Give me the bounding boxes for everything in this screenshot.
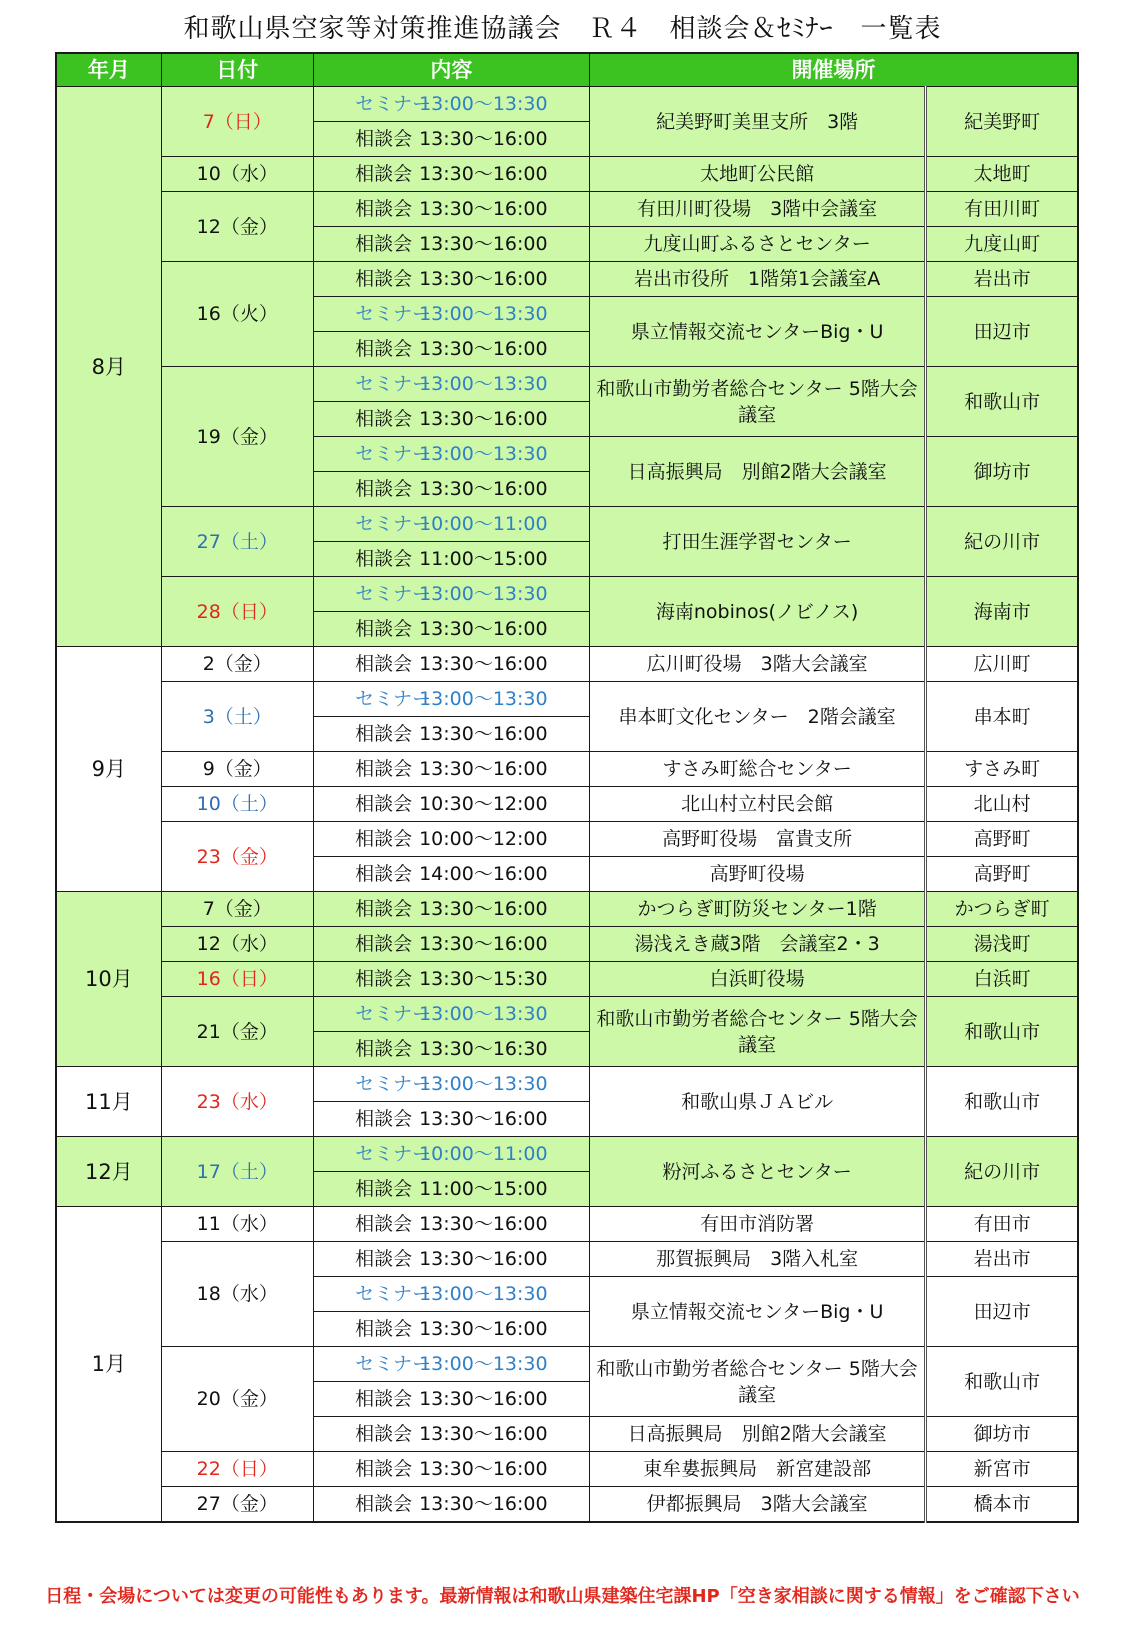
seminar-label: セミナー — [355, 1283, 432, 1305]
date-cell: 16（日） — [161, 962, 313, 997]
header-content: 内容 — [313, 53, 589, 87]
content-cell — [313, 1067, 589, 1102]
city-cell: 和歌山市 — [926, 1347, 1078, 1417]
city-cell: 岩出市 — [926, 1242, 1078, 1277]
seminar-label: セミナー — [355, 1353, 432, 1375]
time-text: 13:00～13:30 — [419, 373, 548, 395]
time-text: 13:30～16:00 — [419, 1108, 548, 1130]
city-cell: 紀美野町 — [926, 87, 1078, 157]
time-text: 10:00～11:00 — [419, 513, 548, 535]
content-cell — [313, 1347, 589, 1382]
content-cell — [313, 1032, 589, 1067]
table-row — [56, 822, 1078, 857]
city-cell: 田辺市 — [926, 1277, 1078, 1347]
consult-label: 相談会 — [355, 1213, 413, 1235]
time-text: 13:30～16:00 — [419, 1213, 548, 1235]
month-cell: 12月 — [56, 1137, 161, 1207]
consult-label: 相談会 — [355, 478, 413, 500]
date-cell: 27（土） — [161, 507, 313, 577]
seminar-label: セミナー — [355, 93, 432, 115]
time-text: 13:30～16:00 — [419, 618, 548, 640]
content-cell — [313, 262, 589, 297]
time-text: 10:30～12:00 — [419, 793, 548, 815]
time-text: 13:30～16:00 — [419, 478, 548, 500]
city-cell: 北山村 — [926, 787, 1078, 822]
table-row — [56, 157, 1078, 192]
time-text: 13:30～16:00 — [419, 198, 548, 220]
consult-label: 相談会 — [355, 618, 413, 640]
content-cell — [313, 1487, 589, 1523]
date-cell: 17（土） — [161, 1137, 313, 1207]
venue-cell: 県立情報交流センターBig・U — [589, 297, 925, 367]
content-cell — [313, 892, 589, 927]
seminar-label: セミナー — [355, 1143, 432, 1165]
table-row — [56, 1487, 1078, 1523]
table-header-row — [56, 53, 1078, 87]
date-cell: 23（水） — [161, 1067, 313, 1137]
venue-cell: すさみ町総合センター — [589, 752, 925, 787]
venue-cell: 東牟婁振興局 新宮建設部 — [589, 1452, 925, 1487]
time-text: 13:00～13:30 — [419, 1283, 548, 1305]
content-cell — [313, 367, 589, 402]
content-cell — [313, 122, 589, 157]
venue-cell: 粉河ふるさとセンター — [589, 1137, 925, 1207]
seminar-label: セミナー — [355, 513, 432, 535]
content-cell — [313, 647, 589, 682]
time-text: 13:30～16:00 — [419, 1493, 548, 1515]
table-row — [56, 1347, 1078, 1382]
time-text: 13:30～16:00 — [419, 128, 548, 150]
content-cell — [313, 1312, 589, 1347]
content-cell — [313, 507, 589, 542]
content-cell — [313, 577, 589, 612]
time-text: 13:00～13:30 — [419, 583, 548, 605]
seminar-label: セミナー — [355, 583, 432, 605]
city-cell: 九度山町 — [926, 227, 1078, 262]
venue-cell: 県立情報交流センターBig・U — [589, 1277, 925, 1347]
table-row — [56, 892, 1078, 927]
month-cell: 9月 — [56, 647, 161, 892]
city-cell: 串本町 — [926, 682, 1078, 752]
date-cell: 11（水） — [161, 1207, 313, 1242]
venue-cell: 高野町役場 富貴支所 — [589, 822, 925, 857]
consult-label: 相談会 — [355, 1493, 413, 1515]
time-text: 10:00～11:00 — [419, 1143, 548, 1165]
table-row — [56, 192, 1078, 227]
city-cell: 岩出市 — [926, 262, 1078, 297]
time-text: 13:00～13:30 — [419, 443, 548, 465]
time-text: 13:30～16:00 — [419, 898, 548, 920]
table-row — [56, 1242, 1078, 1277]
venue-cell: 有田市消防署 — [589, 1207, 925, 1242]
table-row — [56, 1207, 1078, 1242]
table-row — [56, 752, 1078, 787]
consult-label: 相談会 — [355, 968, 413, 990]
venue-cell: 有田川町役場 3階中会議室 — [589, 192, 925, 227]
date-cell: 19（金） — [161, 367, 313, 507]
content-cell — [313, 927, 589, 962]
date-cell: 21（金） — [161, 997, 313, 1067]
content-cell — [313, 227, 589, 262]
date-cell: 12（金） — [161, 192, 313, 262]
time-text: 13:30～16:00 — [419, 408, 548, 430]
city-cell: 広川町 — [926, 647, 1078, 682]
city-cell: 御坊市 — [926, 1417, 1078, 1452]
city-cell: 和歌山市 — [926, 1067, 1078, 1137]
consult-label: 相談会 — [355, 758, 413, 780]
city-cell: すさみ町 — [926, 752, 1078, 787]
time-text: 13:30～16:00 — [419, 758, 548, 780]
consult-label: 相談会 — [355, 933, 413, 955]
city-cell: 有田市 — [926, 1207, 1078, 1242]
consult-label: 相談会 — [355, 198, 413, 220]
content-cell — [313, 962, 589, 997]
venue-cell: 九度山町ふるさとセンター — [589, 227, 925, 262]
date-cell: 7（金） — [161, 892, 313, 927]
date-cell: 9（金） — [161, 752, 313, 787]
table-row — [56, 507, 1078, 542]
venue-cell: 高野町役場 — [589, 857, 925, 892]
header-month: 年月 — [56, 53, 161, 87]
table-row — [56, 262, 1078, 297]
city-cell: 高野町 — [926, 857, 1078, 892]
time-text: 13:30～16:00 — [419, 233, 548, 255]
venue-cell: 紀美野町美里支所 3階 — [589, 87, 925, 157]
consult-label: 相談会 — [355, 268, 413, 290]
venue-cell: 串本町文化センター 2階会議室 — [589, 682, 925, 752]
city-cell: 田辺市 — [926, 297, 1078, 367]
seminar-label: セミナー — [355, 443, 432, 465]
consult-label: 相談会 — [355, 1038, 413, 1060]
content-cell — [313, 682, 589, 717]
content-cell — [313, 1417, 589, 1452]
time-text: 13:00～13:30 — [419, 688, 548, 710]
time-text: 13:30～16:00 — [419, 1458, 548, 1480]
consult-label: 相談会 — [355, 863, 413, 885]
venue-cell: 和歌山市勤労者総合センター 5階大会議室 — [589, 1347, 925, 1417]
content-cell — [313, 1172, 589, 1207]
consult-label: 相談会 — [355, 828, 413, 850]
consult-label: 相談会 — [355, 1458, 413, 1480]
consult-label: 相談会 — [355, 1388, 413, 1410]
content-cell — [313, 1102, 589, 1137]
table-row — [56, 962, 1078, 997]
time-text: 13:00～13:30 — [419, 303, 548, 325]
venue-cell: 北山村立村民会館 — [589, 787, 925, 822]
consult-label: 相談会 — [355, 338, 413, 360]
time-text: 13:30～16:00 — [419, 933, 548, 955]
seminar-label: セミナー — [355, 688, 432, 710]
header-venue: 開催場所 — [589, 53, 1078, 87]
footer-notice: 日程・会場については変更の可能性もあります。最新情報は和歌山県建築住宅課HP「空き家相談に関する情報」をご確認下さい — [45, 1586, 1080, 1607]
month-cell: 11月 — [56, 1067, 161, 1137]
table-row — [56, 647, 1078, 682]
time-text: 13:00～13:30 — [419, 1073, 548, 1095]
date-cell: 2（金） — [161, 647, 313, 682]
time-text: 13:30～16:00 — [419, 653, 548, 675]
date-cell: 7（日） — [161, 87, 313, 157]
table-row — [56, 1067, 1078, 1102]
content-cell — [313, 402, 589, 437]
month-cell: 1月 — [56, 1207, 161, 1523]
city-cell: 新宮市 — [926, 1452, 1078, 1487]
city-cell: 高野町 — [926, 822, 1078, 857]
venue-cell: 白浜町役場 — [589, 962, 925, 997]
city-cell: 海南市 — [926, 577, 1078, 647]
venue-cell: 日高振興局 別館2階大会議室 — [589, 437, 925, 507]
time-text: 11:00～15:00 — [419, 1178, 548, 1200]
consult-label: 相談会 — [355, 163, 413, 185]
consult-label: 相談会 — [355, 1423, 413, 1445]
date-cell: 10（水） — [161, 157, 313, 192]
time-text: 13:30～16:00 — [419, 1248, 548, 1270]
seminar-label: セミナー — [355, 373, 432, 395]
seminar-label: セミナー — [355, 303, 432, 325]
time-text: 13:30～15:30 — [419, 968, 548, 990]
date-cell: 22（日） — [161, 1452, 313, 1487]
content-cell — [313, 1452, 589, 1487]
city-cell: 橋本市 — [926, 1487, 1078, 1523]
city-cell: 太地町 — [926, 157, 1078, 192]
consult-label: 相談会 — [355, 1248, 413, 1270]
content-cell — [313, 437, 589, 472]
date-cell: 12（水） — [161, 927, 313, 962]
content-cell — [313, 192, 589, 227]
content-cell — [313, 1242, 589, 1277]
venue-cell: 和歌山市勤労者総合センター 5階大会議室 — [589, 997, 925, 1067]
city-cell: 御坊市 — [926, 437, 1078, 507]
time-text: 13:30～16:00 — [419, 723, 548, 745]
time-text: 13:30～16:00 — [419, 338, 548, 360]
venue-cell: 和歌山市勤労者総合センター 5階大会議室 — [589, 367, 925, 437]
content-cell — [313, 1207, 589, 1242]
month-cell: 10月 — [56, 892, 161, 1067]
table-row — [56, 1452, 1078, 1487]
table-row — [56, 577, 1078, 612]
date-cell: 20（金） — [161, 1347, 313, 1452]
venue-cell: 伊都振興局 3階大会議室 — [589, 1487, 925, 1523]
city-cell: 和歌山市 — [926, 997, 1078, 1067]
schedule-table — [55, 52, 1079, 1523]
seminar-label: セミナー — [355, 1003, 432, 1025]
time-text: 13:30～16:00 — [419, 1388, 548, 1410]
content-cell — [313, 332, 589, 367]
time-text: 13:00～13:30 — [419, 93, 548, 115]
date-cell: 10（土） — [161, 787, 313, 822]
content-cell — [313, 857, 589, 892]
city-cell: 有田川町 — [926, 192, 1078, 227]
content-cell — [313, 612, 589, 647]
venue-cell: 岩出市役所 1階第1会議室A — [589, 262, 925, 297]
time-text: 13:30～16:00 — [419, 268, 548, 290]
consult-label: 相談会 — [355, 1318, 413, 1340]
content-cell — [313, 1382, 589, 1417]
content-cell — [313, 997, 589, 1032]
venue-cell: 太地町公民館 — [589, 157, 925, 192]
table-row — [56, 997, 1078, 1032]
venue-cell: かつらぎ町防災センター1階 — [589, 892, 925, 927]
city-cell: 和歌山市 — [926, 367, 1078, 437]
venue-cell: 広川町役場 3階大会議室 — [589, 647, 925, 682]
header-date: 日付 — [161, 53, 313, 87]
time-text: 11:00～15:00 — [419, 548, 548, 570]
consult-label: 相談会 — [355, 793, 413, 815]
time-text: 13:30～16:30 — [419, 1038, 548, 1060]
consult-label: 相談会 — [355, 1108, 413, 1130]
city-cell: 紀の川市 — [926, 1137, 1078, 1207]
content-cell — [313, 787, 589, 822]
venue-cell: 海南nobinos(ノビノス) — [589, 577, 925, 647]
seminar-label: セミナー — [355, 1073, 432, 1095]
date-cell: 16（火） — [161, 262, 313, 367]
venue-cell: 湯浅えき蔵3階 会議室2・3 — [589, 927, 925, 962]
consult-label: 相談会 — [355, 898, 413, 920]
consult-label: 相談会 — [355, 723, 413, 745]
table-row — [56, 787, 1078, 822]
city-cell: 紀の川市 — [926, 507, 1078, 577]
venue-cell: 那賀振興局 3階入札室 — [589, 1242, 925, 1277]
content-cell — [313, 157, 589, 192]
content-cell — [313, 87, 589, 122]
consult-label: 相談会 — [355, 1178, 413, 1200]
time-text: 10:00～12:00 — [419, 828, 548, 850]
venue-cell: 日高振興局 別館2階大会議室 — [589, 1417, 925, 1452]
date-cell: 18（水） — [161, 1242, 313, 1347]
consult-label: 相談会 — [355, 128, 413, 150]
content-cell — [313, 1137, 589, 1172]
consult-label: 相談会 — [355, 408, 413, 430]
table-row — [56, 87, 1078, 122]
city-cell: かつらぎ町 — [926, 892, 1078, 927]
content-cell — [313, 752, 589, 787]
date-cell: 27（金） — [161, 1487, 313, 1523]
time-text: 13:00～13:30 — [419, 1353, 548, 1375]
consult-label: 相談会 — [355, 653, 413, 675]
content-cell — [313, 542, 589, 577]
table-row — [56, 927, 1078, 962]
time-text: 13:30～16:00 — [419, 1423, 548, 1445]
date-cell: 3（土） — [161, 682, 313, 752]
content-cell — [313, 297, 589, 332]
content-cell — [313, 1277, 589, 1312]
page-title: 和歌山県空家等対策推進協議会 Ｒ４ 相談会＆ｾﾐﾅｰ 一覧表 — [183, 14, 942, 44]
consult-label: 相談会 — [355, 548, 413, 570]
table-row — [56, 1137, 1078, 1172]
time-text: 14:00～16:00 — [419, 863, 548, 885]
consult-label: 相談会 — [355, 233, 413, 255]
table-row — [56, 367, 1078, 402]
content-cell — [313, 822, 589, 857]
month-cell: 8月 — [56, 87, 161, 647]
city-cell: 白浜町 — [926, 962, 1078, 997]
time-text: 13:00～13:30 — [419, 1003, 548, 1025]
content-cell — [313, 717, 589, 752]
time-text: 13:30～16:00 — [419, 1318, 548, 1340]
content-cell — [313, 472, 589, 507]
venue-cell: 和歌山県ＪＡビル — [589, 1067, 925, 1137]
date-cell: 23（金） — [161, 822, 313, 892]
venue-cell: 打田生涯学習センター — [589, 507, 925, 577]
city-cell: 湯浅町 — [926, 927, 1078, 962]
time-text: 13:30～16:00 — [419, 163, 548, 185]
table-row — [56, 682, 1078, 717]
date-cell: 28（日） — [161, 577, 313, 647]
